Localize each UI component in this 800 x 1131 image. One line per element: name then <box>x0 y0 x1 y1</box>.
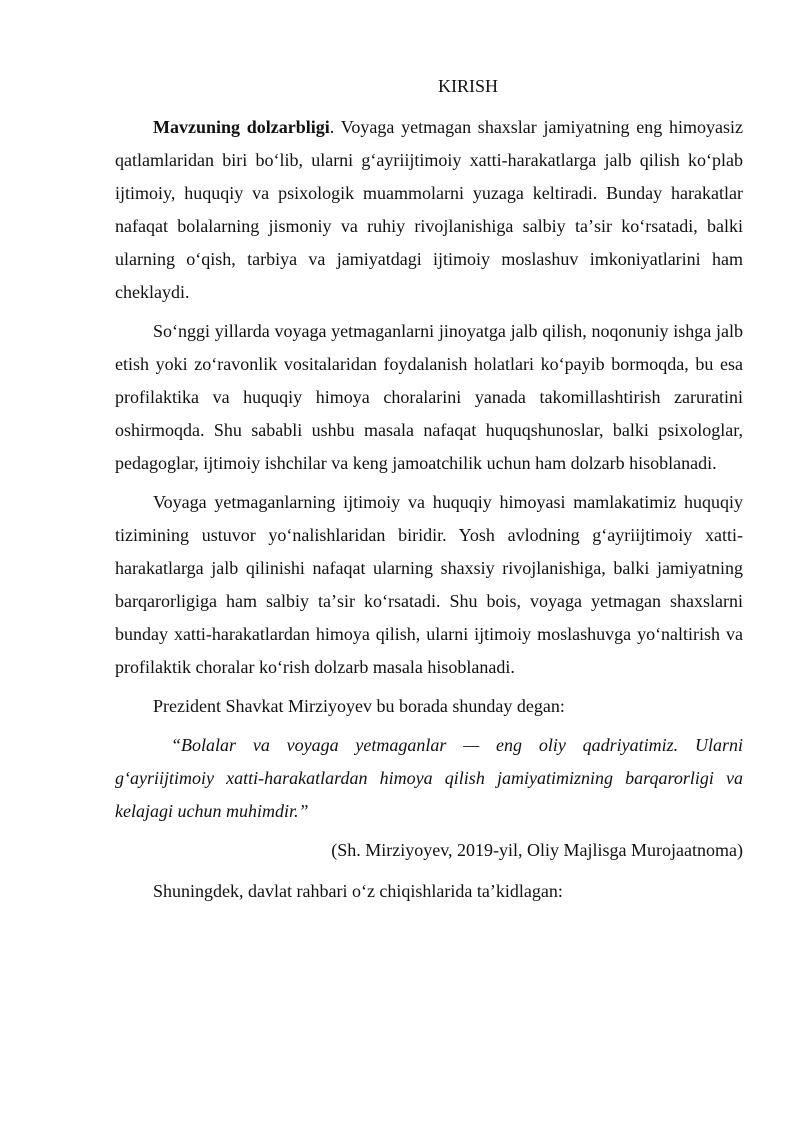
paragraph-protection: Voyaga yetmaganlarning ijtimoiy va huquqiy himoyasi mamlakatimiz huquqiy tizimining ustuvor yoʻnalishlaridan biridir. Yosh avlodning gʻayriijtimoiy xatti-harakatlarga jalb qilinishi nafaqat ularning shaxsiy rivojlanishiga, balki jamiyatning barqarorligiga ham salbiy taʼsir koʻrsatadi. Shu bois, voyaga yetmagan shaxslarni bunday xatti-harakatlardan himoya qilish, ularni ijtimoiy moslashuvga yoʻnaltirish va profilaktik choralar koʻrish dolzarb masala hisoblanadi. <box>115 492 743 677</box>
quote-citation: (Sh. Mirziyoyev, 2019-yil, Oliy Majlisga Murojaatnoma) <box>331 840 743 860</box>
paragraph-also-noted: Shuningdek, davlat rahbari oʻz chiqishlarida taʼkidlagan: <box>153 881 563 901</box>
paragraph-president-intro: Prezident Shavkat Mirziyoyev bu borada shunday degan: <box>153 696 565 716</box>
paragraph-recent-years: Soʻnggi yillarda voyaga yetmaganlarni jinoyatga jalb qilish, noqonuniy ishga jalb etish yoki zoʻravonlik vositalaridan foydalanish holatlari koʻpayib bormoqda, bu esa profilaktika va huquqiy himoya choralarini yanada takomillashtirish zaruratini oshirmoqda. Shu sababli ushbu masala nafaqat huquqshunoslar, balki psixologlar, pedagoglar, ijtimoiy ishchilar va keng jamoatchilik uchun ham dolzarb hisoblanadi. <box>115 321 743 473</box>
paragraph-lead: Mavzuning dolzarbligi <box>153 117 330 137</box>
paragraph-text: . Voyaga yetmagan shaxslar jamiyatning eng himoyasiz qatlamlaridan biri boʻlib, ularni gʻayriijtimoiy xatti-harakatlarga jalb qilish koʻplab ijtimoiy, huquqiy va psixologik muammolarni yuzaga keltiradi. Bunday harakatlar nafaqat bolalarning jismoniy va ruhiy rivojlanishiga salbiy taʼsir koʻrsatadi, balki ularning oʻqish, tarbiya va jamiyatdagi ijtimoiy moslashuv imkoniyatlarini ham cheklaydi. <box>115 117 743 302</box>
section-title: KIRISH <box>437 76 498 96</box>
document-page <box>115 70 743 914</box>
paragraph-relevance <box>115 111 743 309</box>
president-quote: “Bolalar va voyaga yetmaganlar — eng oliy qadriyatimiz. Ularni gʻayriijtimoiy xatti-harakatlardan himoya qilish jamiyatimizning barqarorligi va kelajagi uchun muhimdir.” <box>115 735 743 821</box>
